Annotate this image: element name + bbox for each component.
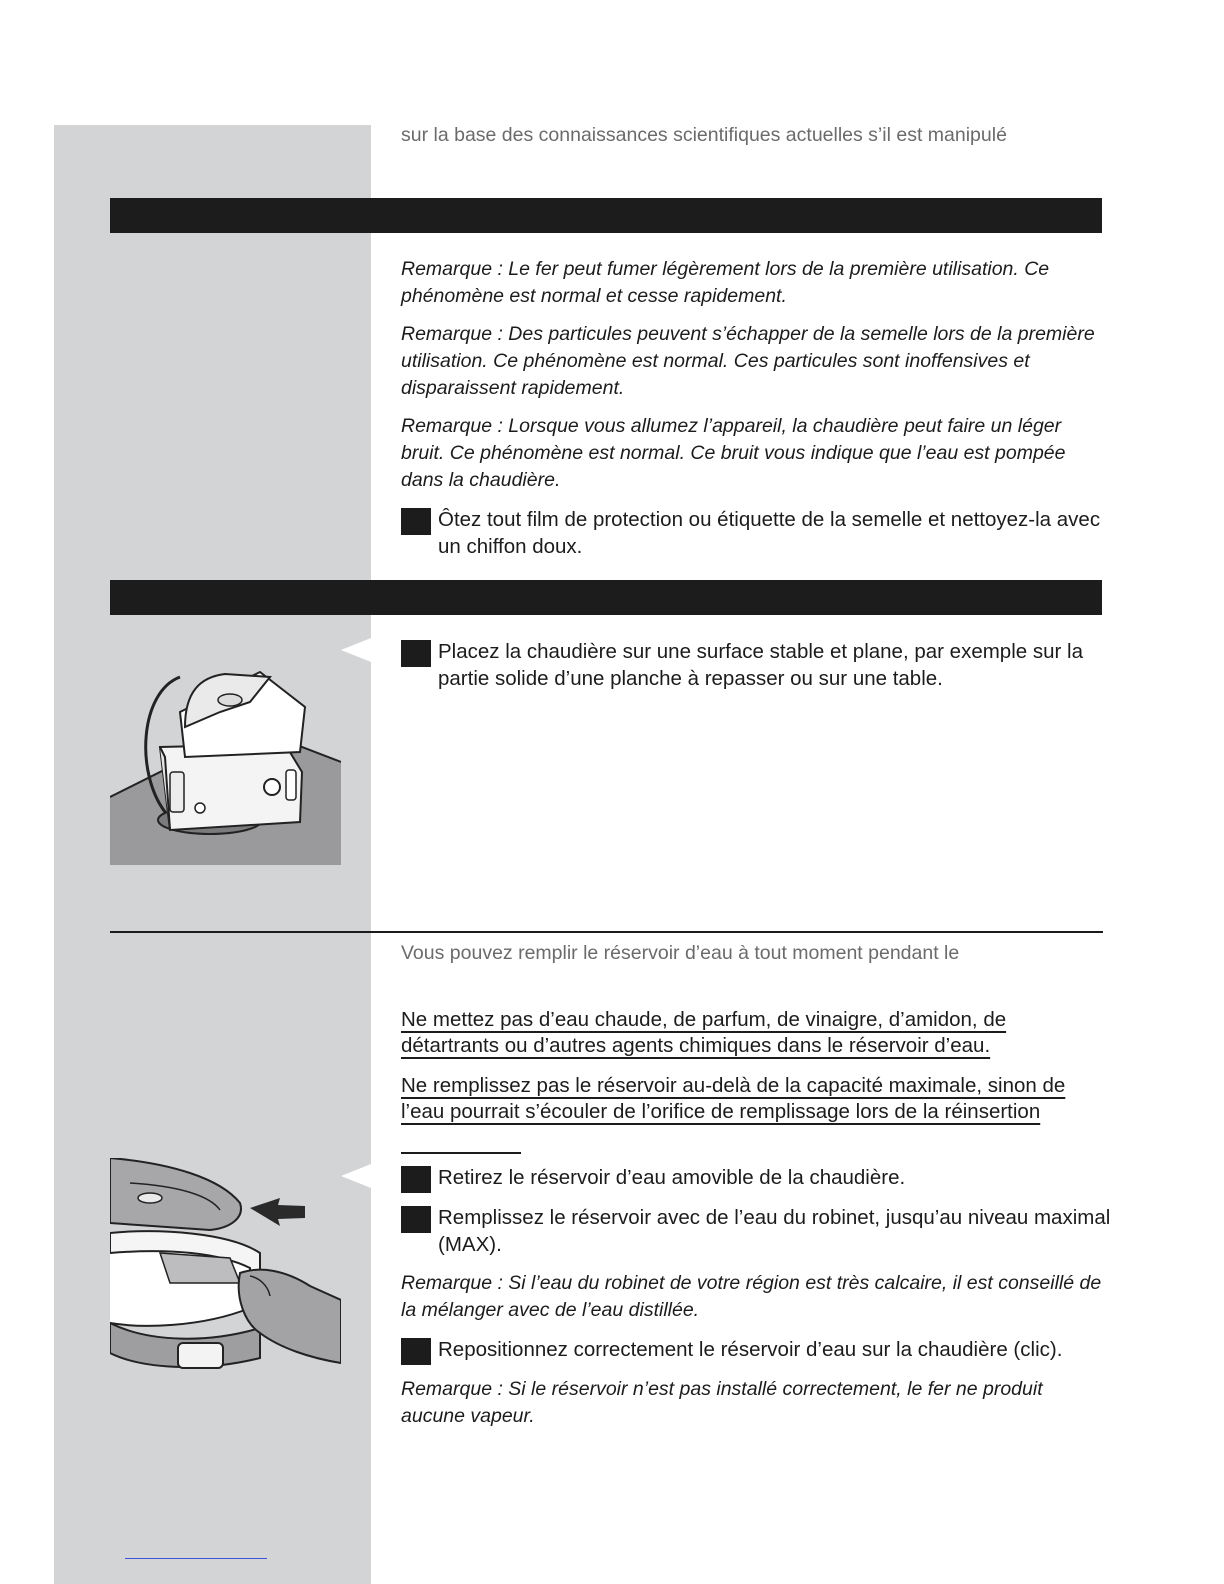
water-tank-illustration [110,1158,341,1391]
step-text: Retirez le réservoir d’eau amovible de la chaudière. [438,1166,906,1189]
warning-no-chemicals [401,1007,1101,1059]
step-marker [401,1206,431,1233]
note-calcareous-water: Remarque : Si l’eau du robinet de votre région est très calcaire, il est conseillé de la mélanger avec de l’eau distillée. [401,1272,1102,1321]
step-marker [401,1338,431,1365]
step-place-boiler [401,638,1111,692]
step-remove-film [401,506,1111,560]
note-particles: Remarque : Des particules peuvent s’échapper de la semelle lors de la première utilisation. Ce phénomène est normal. Ces particules sont inoffensives et disparaissent rapidement. [401,323,1095,399]
step-text: Repositionnez correctement le réservoir d’eau sur la chaudière (clic). [438,1338,1063,1361]
step-marker [401,1166,431,1193]
steam-generator-illustration [110,632,341,865]
step-marker [401,508,431,535]
warning-max-capacity [401,1073,1101,1125]
figure-pointer [341,1164,371,1188]
step-reposition-tank [401,1336,1111,1363]
warning-text: Ne remplissez pas le réservoir au-delà de la capacité maximale, sinon de l’eau pourrait s’écouler de l’orifice de remplissage lors de la réinsertion [401,1074,1066,1123]
footer-link-line [125,1558,267,1559]
step-fill-tank [401,1204,1111,1258]
intro-text: sur la base des connaissances scientifiques actuelles s’il est manipulé [401,124,1007,146]
figure-pointer [341,638,371,662]
warning-end-rule [401,1152,521,1154]
step-marker [401,640,431,667]
figure-steam-generator [110,632,341,865]
section3-intro: Vous pouvez remplir le réservoir d’eau à tout moment pendant le [401,942,960,964]
step-remove-tank [401,1164,1111,1191]
step-text: Ôtez tout film de protection ou étiquette de la semelle et nettoyez-la avec un chiffon doux. [438,508,1101,558]
step-text: Remplissez le réservoir avec de l’eau du robinet, jusqu’au niveau maximal (MAX). [438,1206,1111,1256]
section-header-bar-1 [110,198,1102,233]
note-noise: Remarque : Lorsque vous allumez l’appareil, la chaudière peut faire un léger bruit. Ce phénomène est normal. Ce bruit vous indique que l’eau est pompée dans la chaudière. [401,415,1066,491]
step-text: Placez la chaudière sur une surface stable et plane, par exemple sur la partie solide d’une planche à repasser ou sur une table. [438,640,1083,690]
note-smoke: Remarque : Le fer peut fumer légèrement lors de la première utilisation. Ce phénomène est normal et cesse rapidement. [401,258,1050,307]
section-header-bar-2 [110,580,1102,615]
warning-text: Ne mettez pas d’eau chaude, de parfum, de vinaigre, d’amidon, de détartrants ou d’autres agents chimiques dans le réservoir d’eau. [401,1008,1007,1057]
section-divider [110,931,1103,933]
figure-water-tank [110,1158,341,1391]
note-tank-installed: Remarque : Si le réservoir n’est pas installé correctement, le fer ne produit aucune vapeur. [401,1378,1043,1427]
